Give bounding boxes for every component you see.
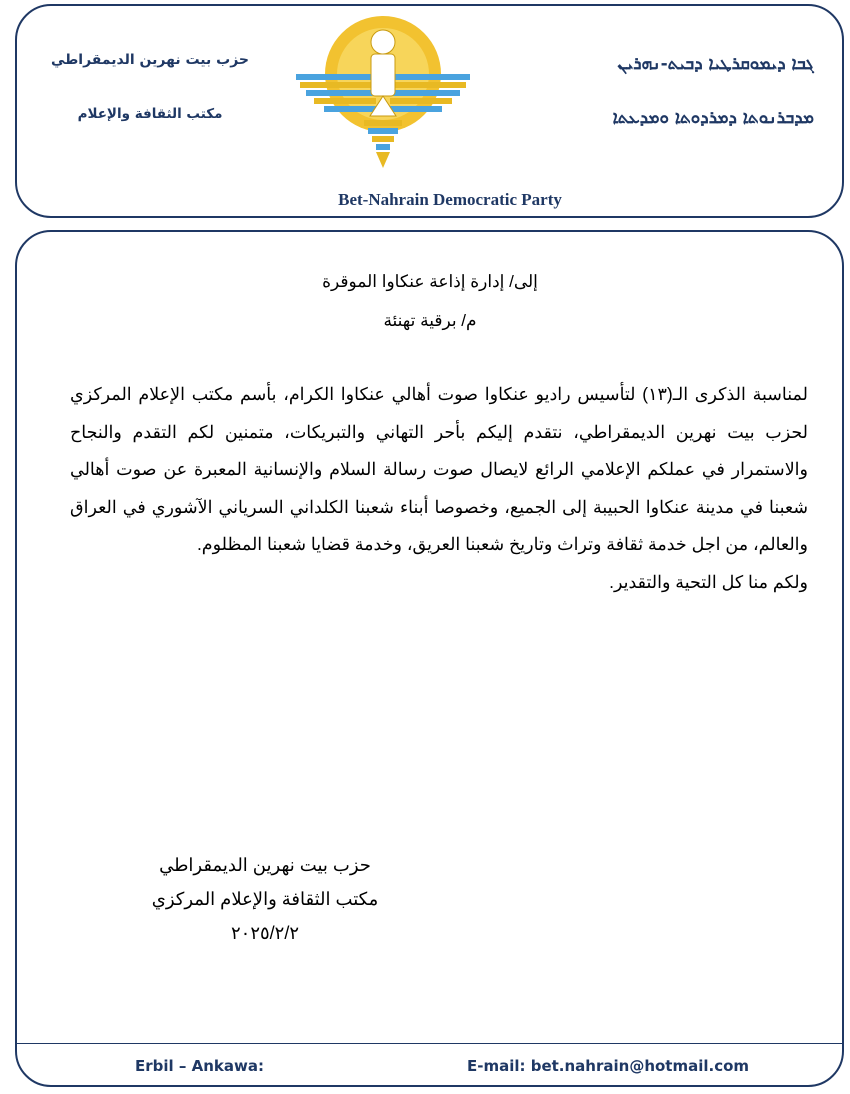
logo-left-wing — [296, 74, 376, 112]
logo-right-wing — [390, 74, 470, 112]
letter-subject: م/ برقية تهنئة — [383, 311, 477, 330]
letter-body-frame — [15, 230, 844, 1087]
signature-office: مكتب الثقافة والإعلام المركزي — [151, 889, 379, 909]
letter-paragraph: لمناسبة الذكرى الـ(١٣) لتأسيس راديو عنكاوا صوت أهالي عنكاوا الكرام، بأسم مكتب الإعلام المركزي لحزب بيت نهرين الديمقراطي، نتقدم إليكم بأحر التهاني والتبريكات، متمنين لكم التقدم والنجاح والاستمرار في عملكم الإعلامي الرائع لايصال صوت رسالة السلام والإنسانية المعبرة عن صوت أهالي شعبنا في مدينة عنكاوا الحبيبة إلى الجميع، وخصوصا أبناء شعبنا الكلداني السرياني الآشوري في العراق والعالم، من اجل خدمة ثقافة وتراث وتاريخ شعبنا العريق، وخدمة قضايا شعبنا المظلوم. — [70, 384, 808, 554]
syriac-party-name: ܓܒܐ ܕܝܡܘܩܪܛܝܐ ܕܒܝܬ-ܢܗܪܝܢ — [617, 54, 814, 74]
footer-location: Erbil – Ankawa: — [135, 1057, 264, 1075]
letter-body — [70, 376, 808, 601]
footer-email: E-mail: bet.nahrain@hotmail.com — [467, 1057, 750, 1075]
logo-figure-head — [371, 30, 395, 54]
footer-divider — [17, 1043, 842, 1044]
party-logo-emblem — [290, 12, 476, 172]
english-party-name: Bet-Nahrain Democratic Party — [338, 190, 562, 209]
arabic-office-name: مكتب الثقافة والإعلام — [77, 106, 223, 122]
letter-closing: ولكم منا كل التحية والتقدير. — [609, 571, 808, 592]
signature-block — [100, 848, 430, 950]
signature-date: ٢٠٢٥/٢/٢ — [230, 923, 299, 943]
logo-figure-body — [371, 54, 395, 96]
syriac-office-name: ܡܕܒܪܢܘܬܐ ܕܡܪܕܘܬܐ ܘܡܕܥܬܐ — [612, 108, 814, 128]
signature-party: حزب بيت نهرين الديمقراطي — [159, 855, 371, 875]
arabic-party-name: حزب بيت نهرين الديمقراطي — [50, 52, 250, 68]
letter-recipient: إلى/ إدارة إذاعة عنكاوا الموقرة — [322, 272, 538, 291]
